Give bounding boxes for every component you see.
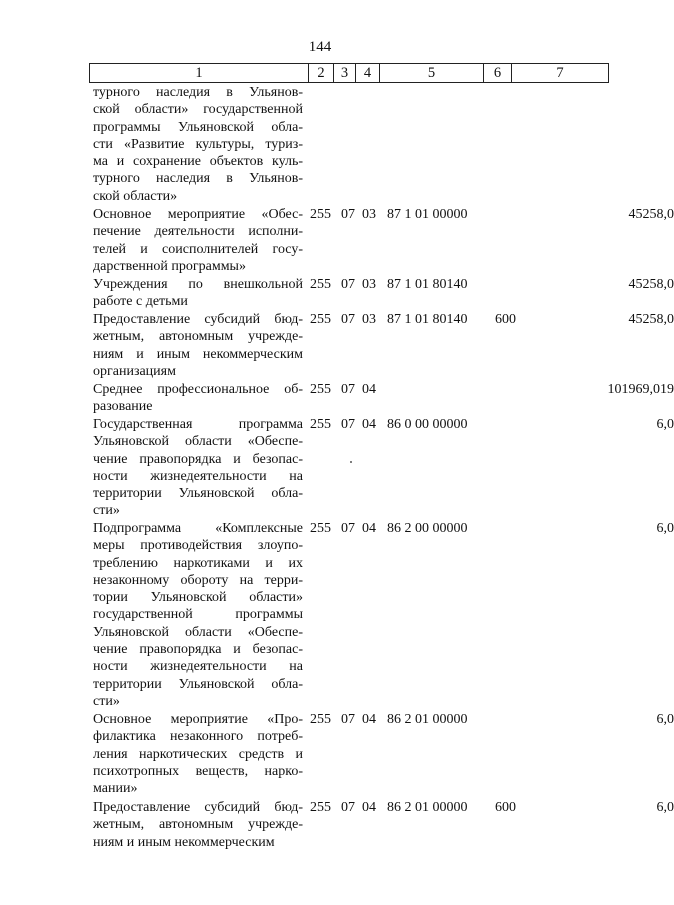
row-name-line: психотропных веществ, нарко- xyxy=(93,763,303,779)
row-name-line: Ульяновской области «Обеспе- xyxy=(93,624,303,640)
row-name-line: филактика незаконного потреб- xyxy=(93,729,303,745)
row-name-line: мании» xyxy=(93,781,138,797)
row-name-line: сти» xyxy=(93,503,120,519)
cell-min: 255 xyxy=(310,417,331,432)
cell-pr: 04 xyxy=(362,712,376,727)
row-name-line: организациям xyxy=(93,363,176,379)
cell-sum: 6,0 xyxy=(656,800,674,815)
row-name-line: тории Ульяновской области» xyxy=(93,590,303,606)
cell-rz: 07 xyxy=(341,800,355,815)
row-name-line: незаконному обороту на терри- xyxy=(93,572,303,588)
cell-sum: 6,0 xyxy=(656,712,674,727)
cell-pr: 04 xyxy=(362,417,376,432)
cell-min: 255 xyxy=(310,312,331,327)
row-name xyxy=(93,276,303,311)
row-name-line: Ульяновской области «Обеспе- xyxy=(93,434,303,450)
row-name-line: Основное мероприятие «Обес- xyxy=(93,207,303,222)
cell-cs: 86 2 00 00000 xyxy=(387,521,468,536)
header-col-4: 4 xyxy=(356,64,380,82)
row-name-line: программы Ульяновской обла- xyxy=(93,119,303,135)
row-name xyxy=(93,311,303,380)
cell-sum: 6,0 xyxy=(656,521,674,536)
row-name-line: Учреждения по внешкольной xyxy=(93,277,303,292)
row-name-line: Предоставление субсидий бюд- xyxy=(93,800,303,815)
row-name xyxy=(93,520,303,710)
cell-cs: 86 2 01 00000 xyxy=(387,712,468,727)
header-col-1: 1 xyxy=(90,64,309,82)
header-col-6: 6 xyxy=(484,64,512,82)
row-name-line: телей и соисполнителей госу- xyxy=(93,241,303,257)
row-name-line: Предоставление субсидий бюд- xyxy=(93,312,303,327)
row-name-line: государственной программы xyxy=(93,607,303,623)
row-name-line: Среднее профессиональное об- xyxy=(93,382,303,397)
row-name xyxy=(93,84,303,205)
cell-pr: 03 xyxy=(362,277,376,292)
cell-min: 255 xyxy=(310,521,331,536)
row-name-line: территории Ульяновской обла- xyxy=(93,676,303,692)
row-name-line: чение правопорядка и безопас- xyxy=(93,451,303,467)
cell-rz: 07 xyxy=(341,382,355,397)
row-name-line: ниям и иным некоммерческим xyxy=(93,834,275,850)
row-name xyxy=(93,206,303,275)
cell-rz: 07 xyxy=(341,312,355,327)
cell-vr: 600 xyxy=(495,312,516,327)
row-name xyxy=(93,799,303,851)
row-name-line: ности жизнедеятельности на xyxy=(93,659,303,675)
cell-pr: 04 xyxy=(362,382,376,397)
row-name xyxy=(93,381,303,416)
cell-cs: 86 2 01 00000 xyxy=(387,800,468,815)
row-name-line: сти «Развитие культуры, туриз- xyxy=(93,136,303,152)
row-name-line: Подпрограмма «Комплексные xyxy=(93,521,303,536)
cell-min: 255 xyxy=(310,712,331,727)
header-col-5: 5 xyxy=(380,64,484,82)
row-name-line: чение правопорядка и безопас- xyxy=(93,642,303,658)
row-name-line: сти» xyxy=(93,693,120,709)
cell-rz: 07 xyxy=(341,521,355,536)
page-number: 144 xyxy=(308,39,332,55)
row-name-line: жетным, автономным учрежде- xyxy=(93,817,303,833)
cell-pr: 03 xyxy=(362,207,376,222)
row-name-line: меры противодействия злоупо- xyxy=(93,538,303,554)
row-name-line: печение деятельности исполни- xyxy=(93,224,303,240)
cell-min: 255 xyxy=(310,382,331,397)
cell-vr: 600 xyxy=(495,800,516,815)
row-name-line: турного наследия в Ульянов- xyxy=(93,171,303,187)
cell-min: 255 xyxy=(310,277,331,292)
row-name-line: жетным, автономным учрежде- xyxy=(93,329,303,345)
header-col-3: 3 xyxy=(334,64,356,82)
cell-sum: 45258,0 xyxy=(628,312,674,327)
row-name xyxy=(93,711,303,797)
row-name-line: ления наркотических средств и xyxy=(93,746,303,762)
row-name-line: ской области» xyxy=(93,188,178,204)
cell-rz: 07 xyxy=(341,417,355,432)
row-name xyxy=(93,416,303,520)
cell-cs: 87 1 01 80140 xyxy=(387,312,468,327)
row-name-line: турного наследия в Ульянов- xyxy=(93,85,303,100)
cell-min: 255 xyxy=(310,207,331,222)
row-name-line: территории Ульяновской обла- xyxy=(93,486,303,502)
cell-pr: 04 xyxy=(362,800,376,815)
table-header xyxy=(89,63,609,83)
cell-sum: 6,0 xyxy=(656,417,674,432)
row-name-line: ма и сохранение объектов куль- xyxy=(93,154,303,170)
cell-rz: 07 xyxy=(341,712,355,727)
row-name-line: разование xyxy=(93,399,153,415)
cell-rz: 07 xyxy=(341,277,355,292)
row-name-line: работе с детьми xyxy=(93,294,188,310)
row-name-line: ниям и иным некоммерческим xyxy=(93,346,303,362)
row-name-line: ской области» государственной xyxy=(93,102,303,118)
cell-cs: 87 1 01 00000 xyxy=(387,207,468,222)
cell-rz: 07 xyxy=(341,207,355,222)
cell-min: 255 xyxy=(310,800,331,815)
cell-sum: 45258,0 xyxy=(628,277,674,292)
header-col-2: 2 xyxy=(309,64,334,82)
cell-cs: 86 0 00 00000 xyxy=(387,417,468,432)
cell-sum: 101969,019 xyxy=(607,382,674,397)
row-name-line: треблению наркотиками и их xyxy=(93,555,303,571)
scan-speck xyxy=(350,461,352,463)
cell-pr: 03 xyxy=(362,312,376,327)
cell-pr: 04 xyxy=(362,521,376,536)
row-name-line: дарственной программы» xyxy=(93,258,246,274)
cell-sum: 45258,0 xyxy=(628,207,674,222)
row-name-line: Основное мероприятие «Про- xyxy=(93,712,303,727)
cell-cs: 87 1 01 80140 xyxy=(387,277,468,292)
row-name-line: Государственная программа xyxy=(93,417,303,432)
row-name-line: ности жизнедеятельности на xyxy=(93,468,303,484)
header-col-7: 7 xyxy=(556,65,564,81)
